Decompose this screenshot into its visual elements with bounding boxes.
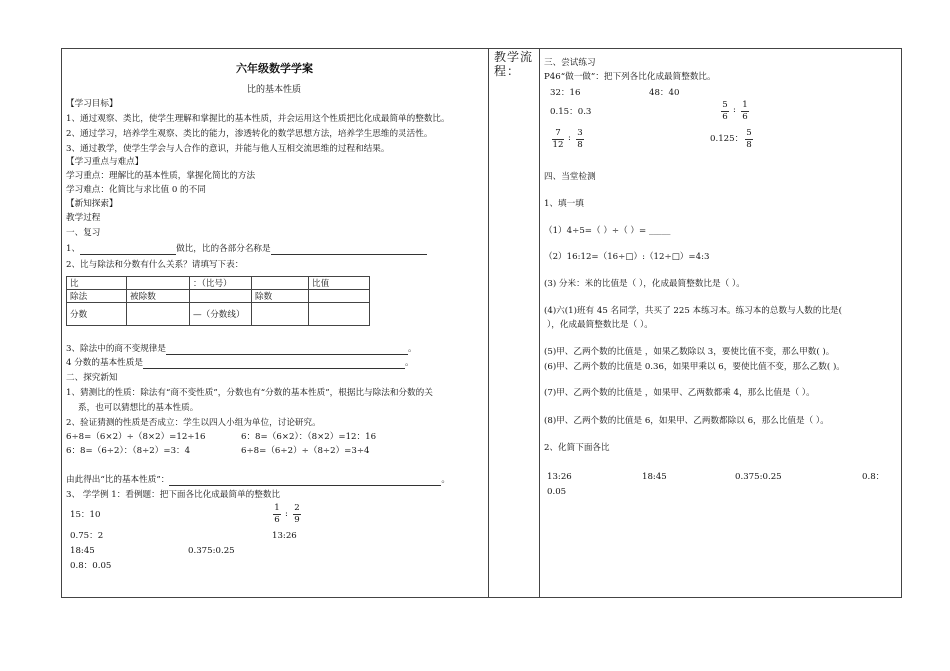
answer-blank[interactable] — [80, 245, 176, 255]
table-cell: 比值 — [309, 277, 370, 290]
ratio-colon: : — [568, 133, 571, 143]
review-q3: 3、除法中的商不变规律是 。 — [66, 344, 417, 354]
fraction: 2 9 — [294, 503, 300, 525]
answer-blank[interactable] — [271, 245, 427, 255]
page-title: 六年级数学学案 — [236, 62, 313, 75]
goal-1: 1、通过观察、类比，使学生理解和掌握比的基本性质，并会运用这个性质把比化成最简单的整数比。 — [66, 114, 450, 124]
equation: 6÷8=（6×2）÷（8×2）=12÷16 — [66, 432, 206, 442]
guess-line-1: 1、猜测比的性质：除法有“商不变性质”，分数也有“分数的基本性质”，根据比与除法和分数的关 — [66, 388, 433, 398]
explore-section-heading: 二、探究新知 — [66, 373, 118, 383]
equation: 6：8=（6÷2）：（8÷2）=3：4 — [66, 446, 191, 456]
key-point: 学习重点：理解比的基本性质，掌握化简比的方法 — [66, 171, 256, 181]
example-item: 0.375:0.25 — [188, 546, 235, 556]
table-cell[interactable] — [190, 290, 252, 303]
process-heading: 教学过程 — [66, 213, 101, 223]
table-cell: ：（比号） — [190, 277, 252, 290]
example-item: 18:45 — [70, 546, 95, 556]
column-divider-side — [539, 48, 540, 598]
fill-item: (3) 分米：米的比值是（ ），化成最简整数比是（ ）。 — [544, 279, 745, 289]
answer-blank[interactable] — [166, 345, 408, 355]
fraction: 7 12 — [552, 128, 564, 150]
simplify-heading: 2、化简下面各比 — [544, 443, 610, 453]
try-heading: 三、尝试练习 — [544, 58, 596, 68]
table-cell: 除数 — [252, 290, 309, 303]
table-cell: 除法 — [67, 290, 127, 303]
review-q2: 2、比与除法和分数有什么关系？请填写下表： — [66, 260, 244, 270]
fraction: 5 6 — [722, 100, 728, 122]
equation: 6÷8=（6÷2）÷（8÷2）=3÷4 — [241, 446, 370, 456]
ratio-colon: : — [285, 509, 288, 519]
fraction: 3 8 — [577, 128, 583, 150]
simplify-item: 13:26 — [547, 472, 572, 482]
review-q4: 4 分数的基本性质是 。 — [66, 358, 414, 368]
answer-blank[interactable] — [143, 359, 405, 369]
simplify-item: 0.05 — [547, 487, 567, 497]
example-item: 0.8：0.05 — [70, 561, 112, 571]
fill-item: (8)甲、乙两个数的比值是 6，如果甲、乙两数都除以 6，那么比值是（ ）。 — [544, 416, 829, 426]
example-item: 15：10 — [70, 510, 101, 520]
fill-item: (6)甲、乙两个数的比值是 0.36，如果甲乘以 6，要使比值不变，那么乙数( )。 — [544, 362, 845, 372]
goal-2: 2、通过学习，培养学生观察、类比的能力，渗透转化的数学思想方法，培养学生思维的灵活性。 — [66, 129, 433, 139]
goal-3: 3、通过教学，使学生学会与人合作的意识，并能与他人互相交流思维的过程和结果。 — [66, 144, 390, 154]
fill-item: （2）16:12=（16÷□）:（12÷□）=4:3 — [544, 252, 710, 262]
check-heading: 四、当堂检测 — [544, 172, 596, 182]
review-q1: 1、 做比，比的各部分名称是 — [66, 244, 427, 255]
ratio-relation-table — [66, 276, 370, 326]
try-item: 0.125： — [710, 134, 744, 144]
fraction: 5 8 — [746, 128, 752, 150]
table-cell[interactable] — [309, 290, 370, 303]
try-item: 0.15：0.3 — [550, 107, 592, 117]
table-cell[interactable] — [252, 277, 309, 290]
table-cell: 被除数 — [127, 290, 190, 303]
answer-blank[interactable] — [169, 476, 441, 486]
difficulty-point: 学习难点：化简比与求比值 0 的不同 — [66, 185, 206, 195]
fill-item: （1）4÷5=（ ）÷（ ）= _____ — [544, 226, 671, 236]
try-item: 32：16 — [550, 88, 581, 98]
table-cell: 分数 — [67, 303, 127, 326]
fill-item: ），化成最简整数比是（ ）。 — [547, 320, 653, 330]
goals-heading: 【学习目标】 — [66, 99, 118, 109]
table-cell[interactable] — [252, 303, 309, 326]
simplify-item: 18:45 — [642, 472, 667, 482]
fill-heading: 1、填一填 — [544, 199, 584, 209]
conclusion-line: 由此得出“比的基本性质”： 。 — [66, 475, 450, 485]
column-divider-main — [488, 48, 489, 598]
table-cell: —（分数线） — [190, 303, 252, 326]
fill-item: (4)六(1)班有 45 名同学，共买了 225 本练习本。练习本的总数与人数的比是( — [544, 306, 842, 316]
teaching-process-heading: 教学流程： — [494, 50, 534, 78]
review-heading: 一、复习 — [66, 228, 101, 238]
simplify-item: 0.375:0.25 — [735, 472, 782, 482]
fraction: 1 6 — [742, 100, 748, 122]
equation: 6：8=（6×2）：（8×2）=12：16 — [241, 432, 377, 442]
key-heading: 【学习重点与难点】 — [66, 157, 144, 167]
example-heading: 3、 学学例 1：看例题：把下面各比化成最简单的整数比 — [66, 490, 281, 500]
table-cell[interactable] — [127, 277, 190, 290]
explore-heading: 【新知探索】 — [66, 199, 118, 209]
simplify-item: 0.8： — [862, 472, 885, 482]
fill-item: (5)甲、乙两个数的比值是 ，如果乙数除以 3，要使比值不变，那么甲数( )。 — [544, 347, 835, 357]
ratio-colon: : — [733, 105, 736, 115]
guess-line-2: 系，也可以猜想比的基本性质。 — [78, 403, 199, 413]
verify-line: 2、验证猜测的性质是否成立：学生以四人小组为单位，讨论研究。 — [66, 418, 321, 428]
fraction: 1 6 — [274, 503, 280, 525]
example-item: 13:26 — [272, 531, 297, 541]
table-cell: 比 — [67, 277, 127, 290]
try-intro: P46“做一做”：把下列各比化成最简整数比。 — [544, 72, 716, 82]
table-cell[interactable] — [127, 303, 190, 326]
example-item: 0.75：2 — [70, 531, 104, 541]
fill-item: (7)甲、乙两个数的比值是 ，如果甲、乙两数都乘 4，那么比值是（ ）。 — [544, 388, 815, 398]
try-item: 48：40 — [649, 88, 680, 98]
page-subtitle: 比的基本性质 — [247, 85, 302, 95]
table-cell[interactable] — [309, 303, 370, 326]
